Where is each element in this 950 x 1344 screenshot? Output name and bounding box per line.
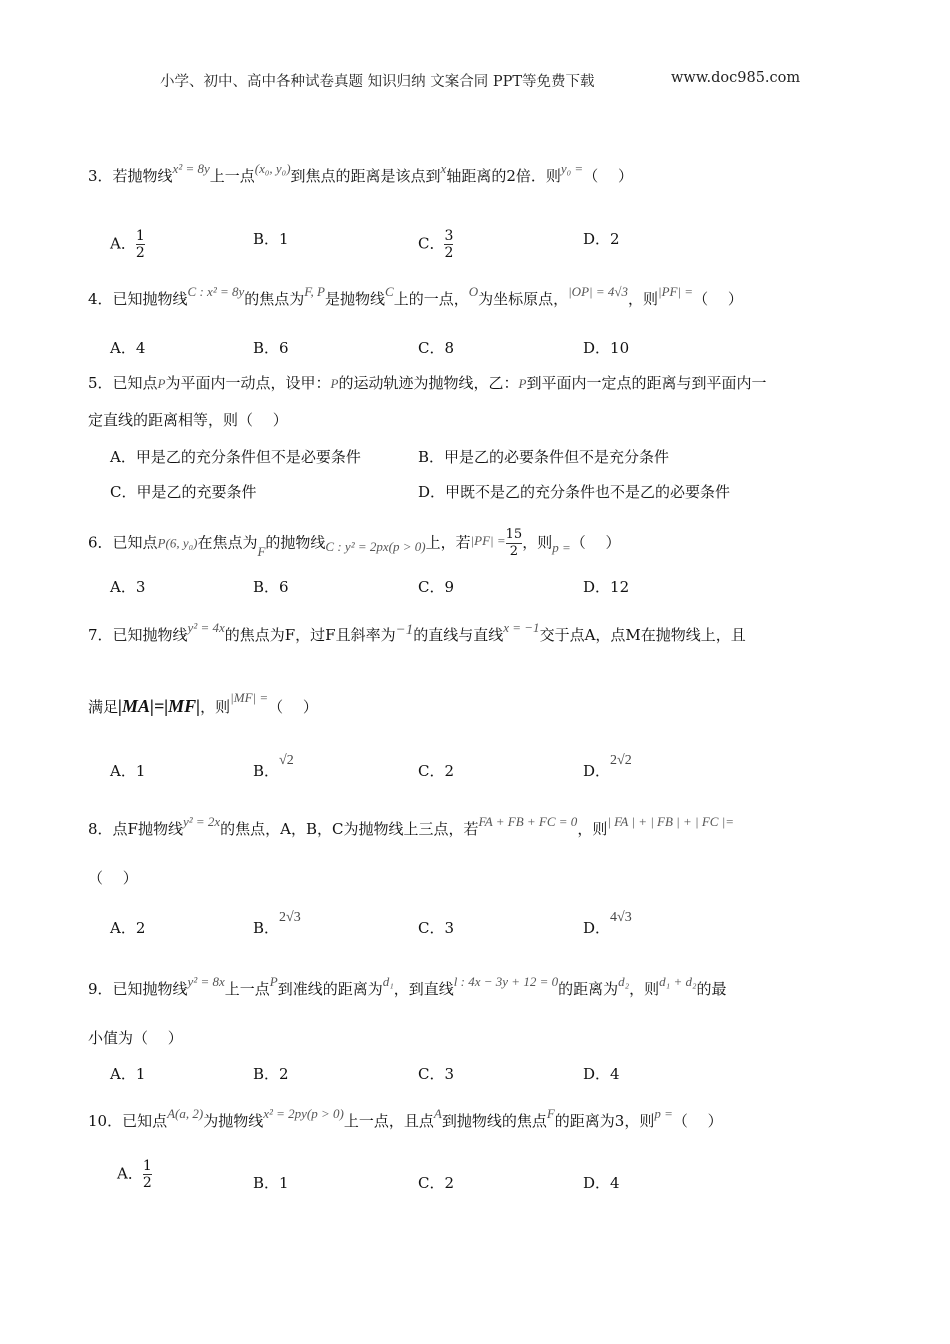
option-c: C．3 [418,1065,455,1083]
option-d [583,910,632,938]
formula: | FA | + | FB | + | FC |= [607,814,735,829]
option-b: B．2 [253,1065,289,1083]
option-c: C．甲是乙的充要条件 [110,483,257,501]
option-label: B． [253,762,280,780]
question-text: ，则 [628,290,659,308]
question-7 [88,620,746,647]
fraction [136,228,145,261]
formula: FA + FB + FC = 0 [478,814,578,829]
question-7-line2 [88,690,318,719]
formula: |MA|=|MF| [118,696,201,716]
question-text: 为抛物线 [203,1112,264,1130]
option-d [583,753,632,781]
formula: y₀ = [560,161,584,176]
option-a [110,228,145,261]
answer-paren: （ ） [693,290,743,308]
formula: x² = 8y [172,161,210,176]
question-text: 的距离为 [558,980,619,998]
question-6 [88,527,621,560]
answer-paren: （ ） [268,698,318,716]
formula: A(a, 2) [167,1106,204,1121]
denominator: 2 [444,245,454,261]
formula: d₁ + d₂ [659,974,697,989]
question-text: 到抛物线的焦点 [441,1112,547,1130]
formula: C : y² = 2px(p > 0) [325,538,426,554]
question-text: 的距离为3，则 [554,1112,655,1130]
option-label: D． [583,762,611,780]
option-value: 2 [444,1174,455,1192]
formula: −1 [395,622,414,638]
formula: p = [552,539,571,555]
question-text: 的最 [696,980,727,998]
formula: x = −1 [503,620,540,635]
question-text: 3．若抛物线 [88,167,173,185]
question-text: ，到直线 [393,980,454,998]
question-text: 轴距离的2倍．则 [446,167,561,185]
formula: C : x² = 8y [187,284,245,299]
formula: y² = 4x [187,620,225,635]
option-b [253,1172,289,1193]
option-label: B． [253,1174,280,1192]
question-text: 上一点，且点 [343,1112,434,1130]
option-label: D． [583,1174,611,1192]
option-b [253,228,289,249]
formula: A [433,1106,442,1121]
question-text: ，则 [200,698,231,716]
question-text: 到平面内一定点的距离与到平面内一 [526,374,767,392]
option-value: 1 [279,1174,289,1192]
formula: |MF| = [230,690,269,705]
question-9-line2: 小值为（ ） [88,1029,183,1047]
question-5 [88,372,766,395]
numerator: 1 [135,228,145,244]
option-d: D．10 [583,339,630,357]
question-text: 8．点F抛物线 [88,820,183,838]
question-text: 7．已知抛物线 [88,626,188,644]
option-c: C．3 [418,919,455,937]
question-text: ，则 [522,533,553,552]
answer-paren: （ ） [570,533,621,552]
question-text: 满足 [88,698,119,716]
option-d [583,228,620,249]
question-text: 到准线的距离为 [277,980,383,998]
question-text: 的焦点为F，过F且斜率为 [224,626,396,644]
fraction [506,527,523,560]
question-text: ，则 [629,980,660,998]
option-a: A．2 [110,919,146,937]
option-b [253,753,294,781]
question-3 [88,161,633,188]
numerator: 3 [444,228,454,244]
sqrt-value: 4√3 [610,910,632,925]
numerator: 1 [142,1158,152,1174]
question-text: 上，若 [425,533,471,552]
header-url: www.doc985.com [671,70,801,86]
formula: l : 4x − 3y + 12 = 0 [453,974,559,989]
question-text: 的抛物线 [265,533,326,552]
sqrt-value: 2√2 [610,753,632,768]
formula: (x₀, y₀) [254,161,291,176]
option-value: 1 [279,230,289,248]
question-text: 为坐标原点， [478,290,569,308]
formula: p = [654,1106,673,1121]
question-text: 在焦点为 [197,533,258,552]
numerator: 15 [505,527,523,542]
question-9 [88,974,727,1001]
option-d: D．甲既不是乙的充分条件也不是乙的必要条件 [418,483,731,501]
header-left: 小学、初中、高中各种试卷真题 知识归纳 文案合同 PPT等免费下载 [160,74,595,90]
question-text: 4．已知抛物线 [88,290,188,308]
option-value: 4 [610,1174,620,1192]
fraction [444,228,453,261]
option-a: A．1 [110,762,146,780]
question-text: 到焦点的距离是该点到 [290,167,441,185]
option-b: B．6 [253,339,289,357]
option-label: A． [117,1164,143,1183]
denominator: 2 [142,1175,152,1191]
formula: P [157,376,166,391]
question-text: 6．已知点 [88,533,158,552]
question-text: ，则 [577,820,608,838]
formula: P [330,376,339,391]
denominator: 2 [509,544,519,559]
option-a: A．3 [110,578,146,596]
denominator: 2 [135,245,145,261]
formula: P [518,376,527,391]
answer-paren: （ ） [583,167,633,185]
option-b [253,910,301,938]
question-text: 交于点A，点M在抛物线上，且 [539,626,746,644]
formula: x [440,161,447,176]
option-b: B．甲是乙的必要条件但不是充分条件 [418,448,670,466]
formula: |OP| = 4√3 [568,284,628,299]
option-value: 2 [610,230,620,248]
formula: y² = 8x [187,974,225,989]
option-label: D． [583,230,611,248]
formula: x² = 2py(p > 0) [263,1106,344,1121]
question-text: 上一点 [224,980,270,998]
formula: y² = 2x [182,814,221,829]
question-8-paren: （ ） [88,869,138,887]
option-a: A．甲是乙的充分条件但不是必要条件 [110,448,361,466]
option-d [583,1172,620,1193]
option-a: A．1 [110,1065,146,1083]
formula: F [257,543,266,559]
option-d: D．4 [583,1065,620,1083]
sqrt-value: √2 [279,753,294,768]
option-c: C．9 [418,578,455,596]
formula: F, P [304,284,325,299]
question-5-line2: 定直线的距离相等，则（ ） [88,411,288,429]
question-text: 上的一点， [393,290,469,308]
option-d: D．12 [583,578,630,596]
option-c: C．2 [418,762,455,780]
question-8 [88,814,735,841]
formula: O [468,284,479,299]
question-text: 的焦点，A，B，C为抛物线上三点，若 [220,820,479,838]
formula: |PF| = [470,532,506,548]
option-label: B． [253,230,280,248]
answer-paren: （ ） [672,1112,723,1130]
option-c [418,228,453,261]
formula: P(6, y₀) [157,535,198,551]
question-text: 为平面内一动点，设甲： [165,374,331,392]
question-text: 10．已知点 [88,1112,168,1130]
option-a [117,1158,152,1191]
option-label: B． [253,919,280,937]
formula: C [385,284,394,299]
formula: d₂ [618,974,630,989]
option-a: A．4 [110,339,146,357]
fraction [143,1158,152,1191]
question-text: 上一点 [209,167,255,185]
question-text: 5．已知点 [88,374,158,392]
sqrt-value: 2√3 [279,910,301,925]
question-text: 的直线与直线 [413,626,504,644]
option-c: C．8 [418,339,455,357]
question-text: 9．已知抛物线 [88,980,188,998]
question-4 [88,284,743,311]
option-b: B．6 [253,578,289,596]
question-10 [88,1106,723,1133]
formula: P [269,974,278,989]
option-label: C． [418,234,445,253]
option-label: C． [418,1174,445,1192]
question-text: 是抛物线 [325,290,386,308]
question-text: 的运动轨迹为抛物线，乙： [338,374,519,392]
option-c [418,1172,454,1193]
question-text: 的焦点为 [244,290,305,308]
formula: F [546,1106,555,1121]
option-label: D． [583,919,611,937]
formula: |PF| = [658,284,694,299]
formula: d₁ [382,974,394,989]
option-label: A． [110,234,136,253]
